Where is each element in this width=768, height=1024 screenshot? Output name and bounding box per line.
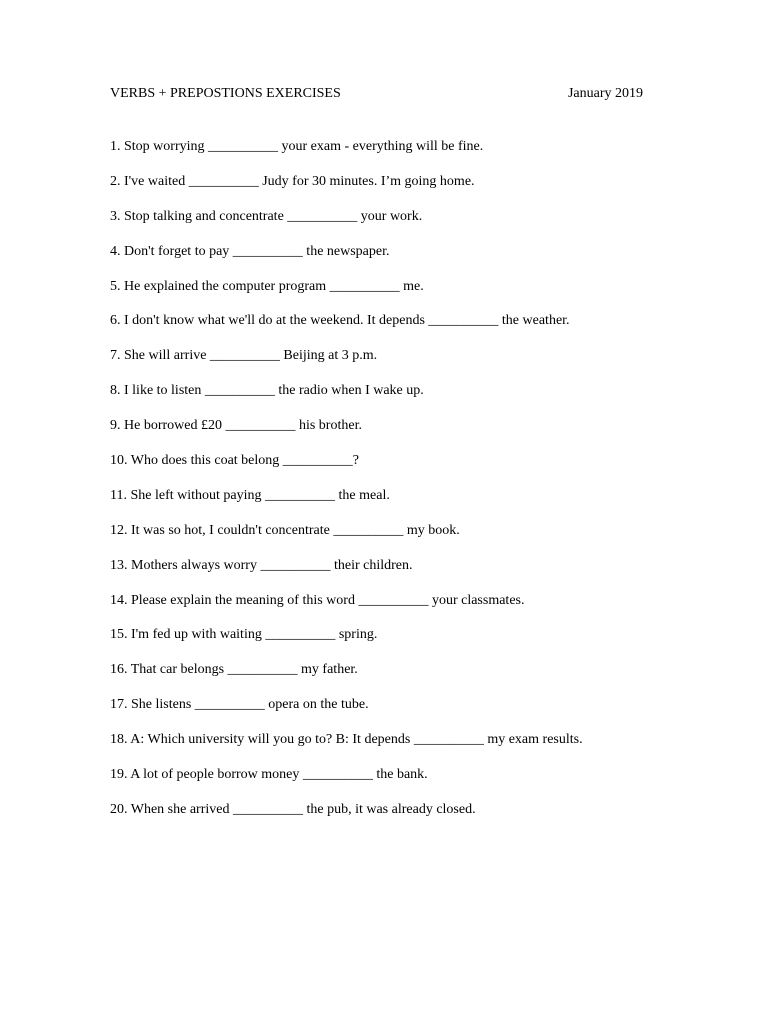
exercise-item: 5. He explained the computer program __________ me.	[110, 278, 424, 294]
exercise-item: 7. She will arrive __________ Beijing at 3 p.m.	[110, 348, 378, 364]
exercise-item: 9. He borrowed £20 __________ his brother.	[110, 418, 362, 434]
exercise-item: 3. Stop talking and concentrate __________ your work.	[110, 208, 423, 224]
exercise-item: 11. She left without paying __________ the meal.	[110, 487, 390, 503]
document-title: VERBS + PREPOSTIONS EXERCISES	[110, 86, 341, 101]
exercise-list	[110, 138, 670, 836]
exercise-item: 8. I like to listen __________ the radio when I wake up.	[110, 383, 424, 399]
exercise-item: 2. I've waited __________ Judy for 30 minutes. I’m going home.	[110, 173, 475, 189]
exercise-item: 10. Who does this coat belong __________?	[110, 453, 359, 469]
exercise-item: 16. That car belongs __________ my father.	[110, 662, 358, 678]
exercise-item: 20. When she arrived __________ the pub, it was already closed.	[110, 801, 476, 817]
exercise-item: 18. A: Which university will you go to? B: It depends __________ my exam results.	[110, 732, 583, 748]
document-date: January 2019	[567, 86, 643, 101]
exercise-item: 12. It was so hot, I couldn't concentrate __________ my book.	[110, 522, 460, 538]
exercise-item: 1. Stop worrying __________ your exam - everything will be fine.	[110, 139, 484, 154]
exercise-item: 19. A lot of people borrow money __________ the bank.	[110, 767, 428, 783]
exercise-item: 4. Don't forget to pay __________ the newspaper.	[110, 243, 390, 259]
exercise-item: 14. Please explain the meaning of this word __________ your classmates.	[110, 592, 525, 608]
exercise-item: 6. I don't know what we'll do at the weekend. It depends __________ the weather.	[110, 313, 570, 329]
exercise-item: 15. I'm fed up with waiting __________ spring.	[110, 627, 378, 643]
exercise-item: 13. Mothers always worry __________ their children.	[110, 557, 413, 573]
exercise-item: 17. She listens __________ opera on the tube.	[110, 697, 369, 713]
document-header	[110, 85, 643, 103]
